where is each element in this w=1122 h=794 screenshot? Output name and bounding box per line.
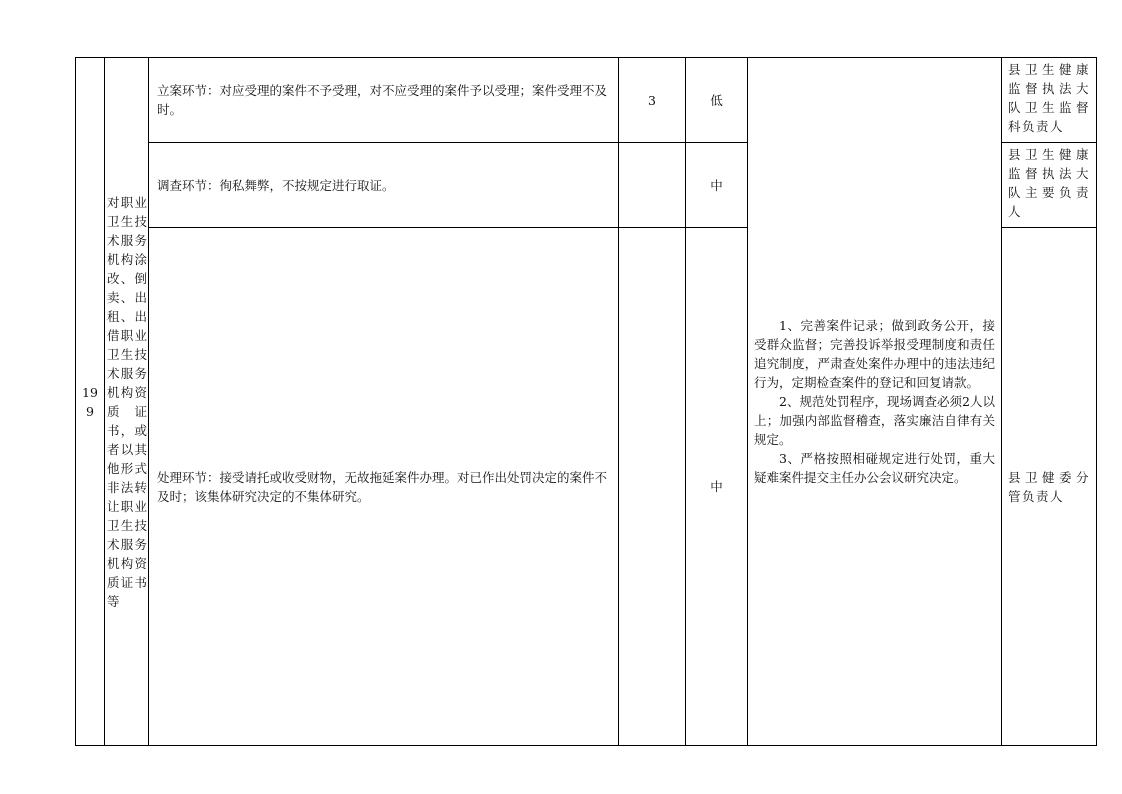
risk-score-cell bbox=[619, 228, 686, 746]
item-name: 对职业卫生技术服务机构涂改、倒卖、出租、出借职业卫生技术服务机构资质证书，或者以其他形式非法转让职业卫生技术服务机构资质证书等 bbox=[107, 194, 147, 609]
responsible-person-cell: 县卫健委分管负责人 bbox=[1002, 228, 1097, 746]
responsible-person-cell: 县卫生健康监督执法大队卫生监督科负责人 bbox=[1002, 58, 1097, 143]
table-row bbox=[76, 58, 1097, 143]
measure-item: 1、完善案件记录；做到政务公开，接受群众监督；完善投诉举报受理制度和责任追究制度，严肃查处案件办理中的违法违纪行为，定期检查案件的登记和回复请款。 bbox=[754, 318, 995, 390]
risk-level-cell: 中 bbox=[686, 143, 748, 228]
risk-point-cell: 调查环节：徇私舞弊，不按规定进行取证。 bbox=[149, 143, 619, 228]
prevention-measures-cell bbox=[748, 58, 1002, 746]
row-number-cell bbox=[76, 58, 105, 746]
measure-item: 3、严格按照相碰规定进行处罚，重大疑难案件提交主任办公会议研究决定。 bbox=[754, 451, 995, 485]
risk-level-cell: 中 bbox=[686, 228, 748, 746]
item-name-cell bbox=[105, 58, 149, 746]
row-number-line: 9 bbox=[86, 403, 94, 419]
risk-point-cell: 立案环节：对应受理的案件不予受理，对不应受理的案件予以受理；案件受理不及时。 bbox=[149, 58, 619, 143]
risk-point-cell: 处理环节：接受请托或收受财物，无故拖延案件办理。对已作出处罚决定的案件不及时；该集体研究决定的不集体研究。 bbox=[149, 228, 619, 746]
responsible-person-cell: 县卫生健康监督执法大队主要负责人 bbox=[1002, 143, 1097, 228]
risk-control-table bbox=[75, 57, 1097, 746]
measure-item: 2、规范处罚程序，现场调查必须2人以上；加强内部监督稽查，落实廉洁自律有关规定。 bbox=[754, 394, 995, 447]
risk-level-cell: 低 bbox=[686, 58, 748, 143]
risk-score-cell bbox=[619, 143, 686, 228]
risk-score-cell: 3 bbox=[619, 58, 686, 143]
row-number-line: 19 bbox=[82, 384, 98, 400]
